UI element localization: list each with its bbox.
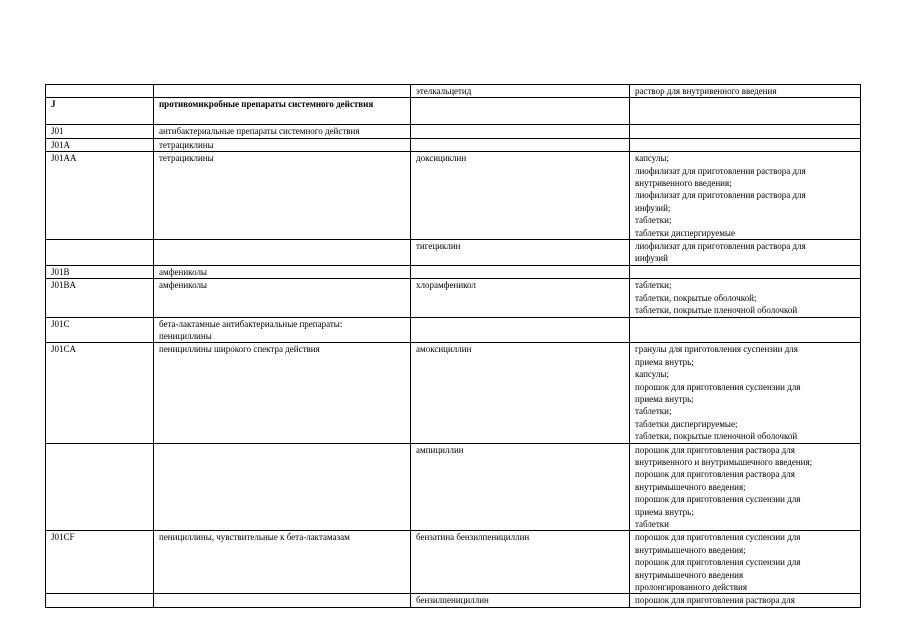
atc-code-cell — [46, 443, 154, 531]
dosage-form-line: капсулы; — [635, 153, 669, 164]
table-row — [46, 531, 861, 594]
dosage-form-line: приема внутрь; — [635, 393, 694, 404]
dosage-form-line: гранулы для приготовления суспензии для — [635, 344, 798, 355]
table-row — [46, 594, 861, 607]
dosage-forms-cell — [630, 317, 861, 343]
drug-classification-table — [45, 84, 861, 608]
dosage-forms-cell — [630, 125, 861, 138]
dosage-forms-cell — [630, 443, 861, 531]
atc-code-cell: J01AA — [46, 152, 154, 240]
drug-name-cell: хлорамфеникол — [411, 279, 630, 317]
dosage-form-line: инфузий; — [635, 202, 671, 213]
drug-name-cell — [411, 98, 630, 125]
group-name-line: пенициллины — [159, 330, 212, 341]
group-name-line: антибактериальные препараты системного действия — [159, 126, 360, 137]
dosage-form-line: таблетки; — [635, 215, 672, 226]
dosage-form-line: таблетки — [635, 519, 670, 529]
atc-code-cell: J01 — [46, 125, 154, 138]
dosage-form-line: раствор для внутривенного введения — [635, 86, 777, 96]
atc-code-cell — [46, 594, 154, 607]
table-row — [46, 138, 861, 151]
group-name-line: амфениколы — [159, 280, 207, 291]
table-row — [46, 317, 861, 343]
atc-code-cell — [46, 85, 154, 98]
dosage-forms-cell — [630, 594, 861, 607]
dosage-form-line: таблетки, покрытые пленочной оболочкой — [635, 431, 798, 442]
dosage-form-line: внутримышечного введения; — [635, 481, 746, 492]
drug-name-cell — [411, 138, 630, 151]
group-name-line: амфениколы — [159, 266, 207, 277]
group-name-cell — [154, 125, 411, 138]
drug-name-cell — [411, 265, 630, 278]
group-name-cell — [154, 343, 411, 443]
dosage-forms-cell — [630, 279, 861, 317]
atc-code-cell — [46, 240, 154, 266]
group-name-cell — [154, 443, 411, 531]
group-name-cell — [154, 240, 411, 266]
dosage-form-line: лиофилизат для приготовления раствора для — [635, 241, 806, 252]
table-row — [46, 125, 861, 138]
drug-name-cell — [411, 317, 630, 343]
group-name-line: тетрациклины — [159, 153, 214, 164]
dosage-form-line: порошок для приготовления суспензии для — [635, 532, 801, 543]
atc-code-cell: J01BA — [46, 279, 154, 317]
dosage-form-line: лиофилизат для приготовления раствора для — [635, 165, 806, 176]
dosage-form-line: внутривенного введения; — [635, 178, 732, 189]
group-name-cell — [154, 152, 411, 240]
dosage-form-line: порошок для приготовления раствора для — [635, 595, 795, 606]
dosage-forms-cell — [630, 85, 861, 98]
dosage-form-line: капсулы; — [635, 369, 669, 380]
drug-name-cell: амоксициллин — [411, 343, 630, 443]
table-row — [46, 279, 861, 317]
drug-name-cell: ампициллин — [411, 443, 630, 531]
dosage-form-line: таблетки диспергируемые; — [635, 418, 738, 429]
table-row — [46, 265, 861, 278]
atc-code-cell: J — [46, 98, 154, 125]
dosage-form-line: порошок для приготовления раствора для — [635, 469, 795, 480]
dosage-form-line: приема внутрь; — [635, 506, 694, 517]
table-row — [46, 443, 861, 531]
atc-code-cell: J01CF — [46, 531, 154, 594]
dosage-form-line: внутривенного и внутримышечного введения; — [635, 456, 813, 467]
group-name-line: пенициллины широкого спектра действия — [159, 344, 320, 355]
group-name-cell — [154, 85, 411, 98]
table-row — [46, 343, 861, 443]
drug-name-cell: бензатина бензилпенициллин — [411, 531, 630, 594]
dosage-form-line: порошок для приготовления суспензии для — [635, 381, 801, 392]
group-name-line: тетрациклины — [159, 139, 214, 150]
dosage-forms-cell — [630, 531, 861, 594]
table-body — [46, 85, 861, 608]
atc-code-cell: J01A — [46, 138, 154, 151]
group-name-line: противомикробные препараты системного действия — [159, 99, 374, 110]
dosage-form-line: таблетки; — [635, 280, 672, 291]
group-name-line: бета-лактамные антибактериальные препараты: — [159, 318, 343, 329]
dosage-form-line: приема внутрь; — [635, 356, 694, 367]
group-name-cell — [154, 594, 411, 607]
dosage-form-line: лиофилизат для приготовления раствора для — [635, 190, 806, 201]
drug-name-cell: доксициклин — [411, 152, 630, 240]
dosage-form-line: таблетки, покрытые пленочной оболочкой — [635, 305, 798, 316]
dosage-form-line: таблетки, покрытые оболочкой; — [635, 292, 757, 303]
dosage-form-line: таблетки диспергируемые — [635, 227, 735, 238]
dosage-forms-cell — [630, 265, 861, 278]
atc-code-cell: J01C — [46, 317, 154, 343]
atc-code-cell: J01B — [46, 265, 154, 278]
group-name-cell — [154, 279, 411, 317]
group-name-cell — [154, 531, 411, 594]
dosage-form-line: порошок для приготовления раствора для — [635, 444, 795, 455]
table-row — [46, 85, 861, 98]
dosage-forms-cell — [630, 152, 861, 240]
dosage-form-line: пролонгированного действия — [635, 582, 748, 593]
table-row — [46, 98, 861, 125]
dosage-forms-cell — [630, 138, 861, 151]
table-row — [46, 240, 861, 266]
dosage-forms-cell — [630, 343, 861, 443]
group-name-cell — [154, 317, 411, 343]
drug-name-cell: этелкальцетид — [411, 85, 630, 98]
dosage-form-line: порошок для приготовления суспензии для — [635, 557, 801, 568]
drug-name-cell: бензилпенициллин — [411, 594, 630, 607]
dosage-form-line: внутримышечного введения; — [635, 544, 746, 555]
dosage-form-line: инфузий — [635, 253, 668, 264]
drug-name-cell — [411, 125, 630, 138]
group-name-cell — [154, 138, 411, 151]
drug-name-cell: тигециклин — [411, 240, 630, 266]
group-name-cell — [154, 265, 411, 278]
dosage-form-line: порошок для приготовления суспензии для — [635, 494, 801, 505]
table-row — [46, 152, 861, 240]
dosage-forms-cell — [630, 98, 861, 125]
atc-code-cell: J01CA — [46, 343, 154, 443]
dosage-form-line: внутримышечного введения — [635, 569, 744, 580]
dosage-forms-cell — [630, 240, 861, 266]
group-name-cell — [154, 98, 411, 125]
group-name-line: пенициллины, чувствительные к бета-лактамазам — [159, 532, 350, 543]
dosage-form-line: таблетки; — [635, 406, 672, 417]
